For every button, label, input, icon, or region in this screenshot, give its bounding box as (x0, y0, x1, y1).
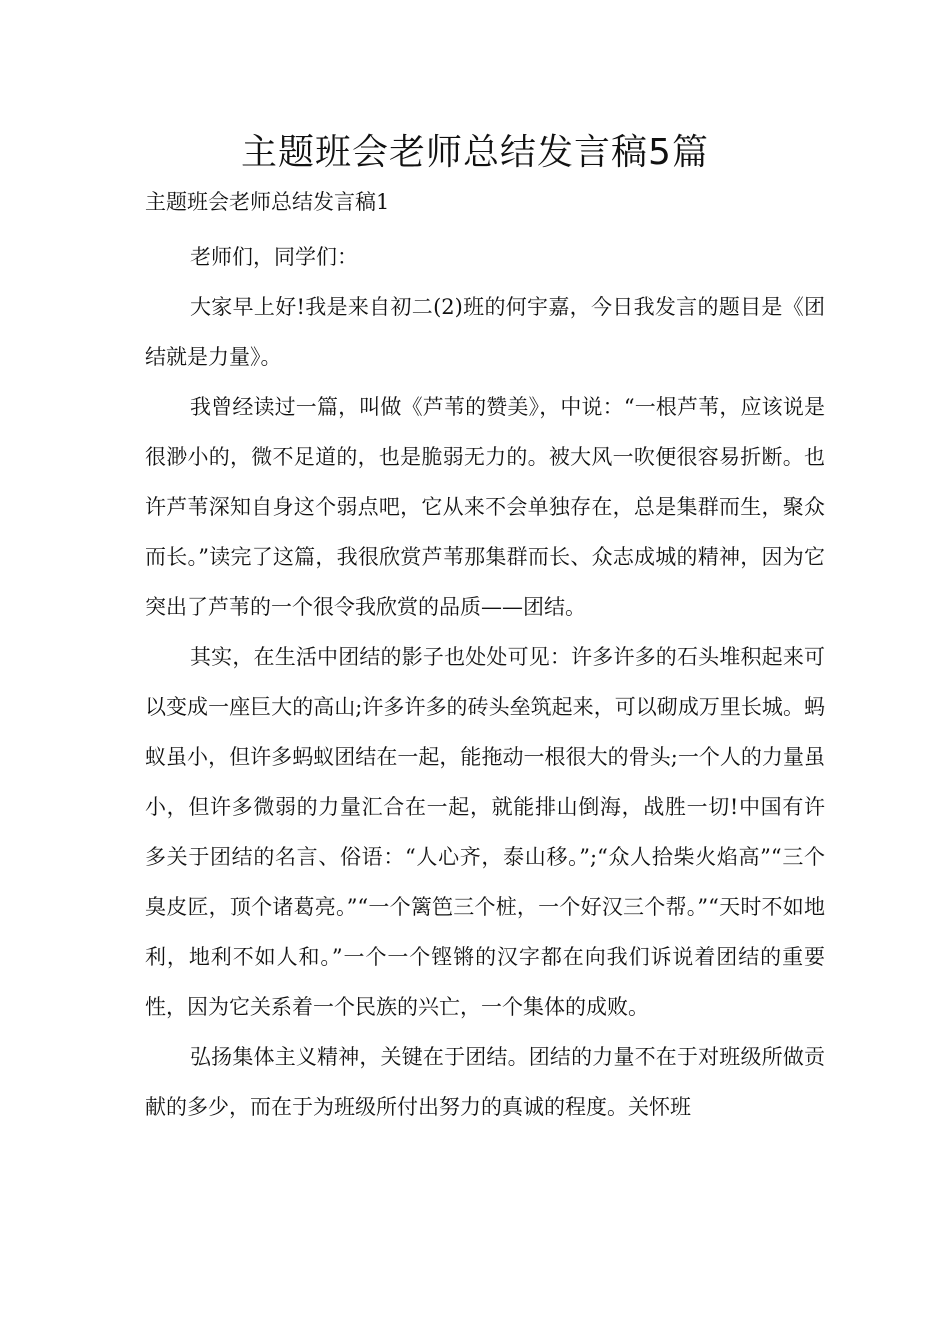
paragraph: 其实，在生活中团结的影子也处处可见：许多许多的石头堆积起来可以变成一座巨大的高山;许多许多的砖头垒筑起来，可以砌成万里长城。蚂蚁虽小，但许多蚂蚁团结在一起，能拖动一根很大的骨头;一个人的力量虽小，但许多微弱的力量汇合在一起，就能排山倒海，战胜一切!中国有许多关于团结的名言、俗语：“人心齐，泰山移。”;“众人拾柴火焰高”“三个臭皮匠，顶个诸葛亮。”“一个篱笆三个桩，一个好汉三个帮。”“天时不如地利，地利不如人和。”一个一个铿锵的汉字都在向我们诉说着团结的重要性，因为它关系着一个民族的兴亡，一个集体的成败。 (145, 645, 825, 1019)
paragraph: 大家早上好!我是来自初二(2)班的何宇嘉，今日我发言的题目是《团结就是力量》。 (145, 295, 825, 369)
document-title: 主题班会老师总结发言稿5篇 (241, 132, 709, 173)
paragraph: 我曾经读过一篇，叫做《芦苇的赞美》，中说：“一根芦苇，应该说是很渺小的，微不足道的，也是脆弱无力的。被大风一吹便很容易折断。也许芦苇深知自身这个弱点吧，它从来不会单独存在，总是集群而生，聚众而长。”读完了这篇，我很欣赏芦苇那集群而长、众志成城的精神，因为它突出了芦苇的一个很令我欣赏的品质——团结。 (145, 395, 825, 619)
document-body (145, 182, 825, 1132)
paragraph-greeting: 老师们，同学们： (190, 245, 358, 269)
paragraph: 弘扬集体主义精神，关键在于团结。团结的力量不在于对班级所做贡献的多少，而在于为班级所付出努力的真诚的程度。关怀班 (145, 1045, 825, 1119)
document-subtitle: 主题班会老师总结发言稿1 (145, 190, 390, 214)
